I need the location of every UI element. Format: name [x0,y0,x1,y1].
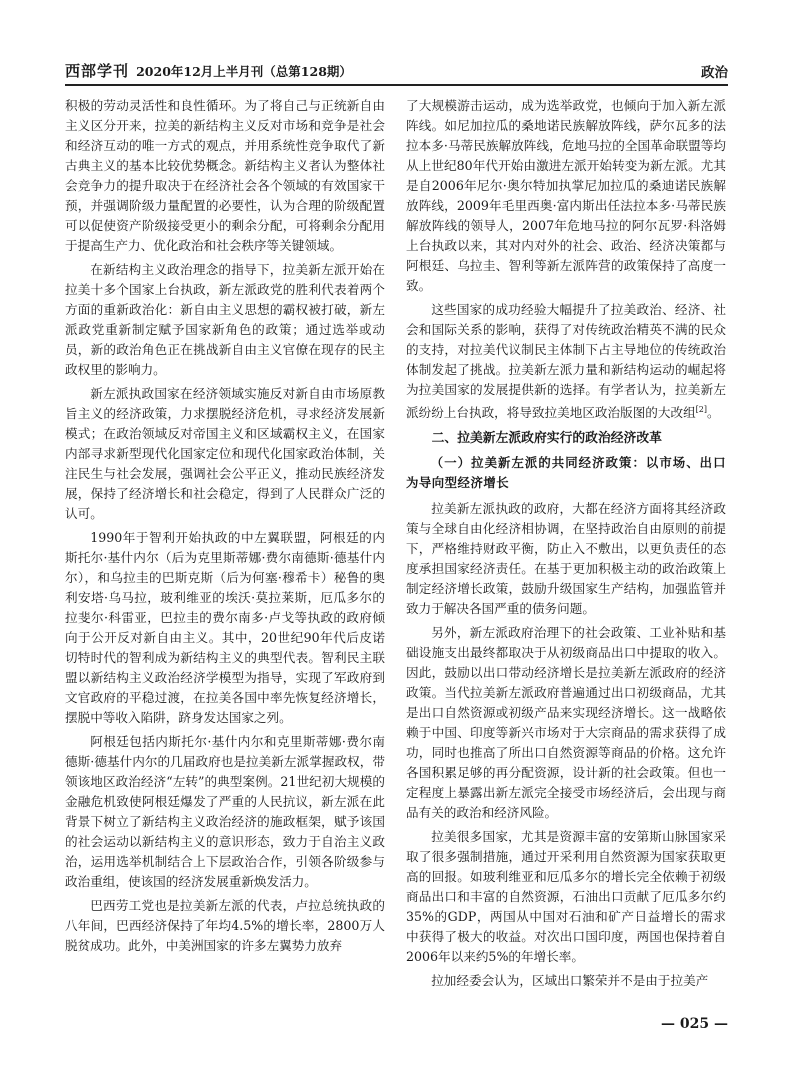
paragraph: 拉美很多国家，尤其是资源丰富的安第斯山脉国家采取了很多强制措施，通过开采利用自然资源为国家获取更高的回报。如玻利维亚和厄瓜多尔的增长完全依赖于初级商品出口和丰富的自然资源，石油出口贡献了厄瓜多尔约35%的GDP，两国从中国对石油和矿产日益增长的需求中获得了极大的收益。对次出口国印度，两国也保持着自2006年以来约5%的年增长率。 [406,829,726,965]
issue-info: 2020年12月上半月刊（总第128期） [136,64,352,79]
section-heading: 二、拉美新左派政府实行的政治经济改革 [431,431,662,447]
left-column [65,96,385,960]
paragraph: 积极的劳动灵活性和良性循环。为了将自己与正统新自由主义区分开来，拉美的新结构主义反对市场和竞争是社会和经济互动的唯一方式的观点，并用系统性竞争取代了新古典主义的基本比较优势概念。新结构主义者认为整体社会竞争力的提升取决于在经济社会各个领域的有效国家干预，并强调阶级力量配置的必要性，认为合理的阶级配置可以促使资产阶级接受更小的剩余分配，可将剩余分配用于提高生产力、优化政治和社会秩序等关键领域。 [65,98,385,253]
right-column [406,96,726,995]
paragraph: 拉加经委会认为，区域出口繁荣并不是由于拉美产 [431,973,709,989]
page-header [65,60,728,86]
page-number: — 025 — [661,1016,728,1032]
paragraph: 了大规模游击运动，成为选举政党，也倾向于加入新左派阵线。如尼加拉瓜的桑地诺民族解放阵线，萨尔瓦多的法拉本多·马蒂民族解放阵线，危地马拉的全国革命联盟等均从上世纪80年代开始由激进左派开始转变为新左派。尤其是自2006年尼尔·奥尔特加执掌尼加拉瓜的桑迪诺民族解放阵线，2009年毛里西奥·富内斯出任法拉本多·马蒂民族解放阵线的领导人，2007年危地马拉的阿尔瓦罗·科洛姆上台执政以来，其对内对外的社会、政治、经济决策都与阿根廷、乌拉圭、智利等新左派阵营的政策保持了高度一致。 [406,98,726,293]
journal-title: 西部学刊 [65,62,130,80]
paragraph [406,300,726,423]
paragraph-text: 这些国家的成功经验大幅提升了拉美政治、经济、社会和国际关系的影响，获得了对传统政治精英不满的民众的支持，对拉美代议制民主体制下占主导地位的传统政治体制发起了挑战。拉美新左派力量和新结构运动的崛起将为拉美国家的发展提供新的选择。有学者认为，拉美新左派纷纷上台执政，将导致拉美地区政治版图的大改组 [406,302,726,421]
paragraph-end: 。 [707,405,720,421]
paragraph: 1990年于智利开始执政的中左翼联盟，阿根廷的内斯托尔·基什内尔（后为克里斯蒂娜·费尔南德斯·德基什内尔），和乌拉圭的巴斯克斯（后为何塞·穆希卡）秘鲁的奥利安塔·乌马拉，玻利维亚的埃沃·莫拉莱斯，厄瓜多尔的拉斐尔·科雷亚，巴拉圭的费尔南多·卢戈等执政的政府倾向于公开反对新自由主义。其中，20世纪90年代后皮诺切特时代的智利成为新结构主义的典型代表。智利民主联盟以新结构主义政治经济学模型为指导，实现了军政府到文官政府的平稳过渡，在拉美各国中率先恢复经济增长，摆脱中等收入陷阱，跻身发达国家之列。 [65,530,385,725]
subsection-heading: （一）拉美新左派的共同经济政策：以市场、出口为导向型经济增长 [406,455,726,491]
paragraph: 拉美新左派执政的政府，大都在经济方面将其经济政策与全球自由化经济相协调，在坚持政治自由原则的前提下，严格维持财政平衡，防止入不敷出，以更负责任的态度承担国家经济责任。在基于更加积极主动的政治政策上制定经济增长政策，鼓励升级国家生产结构，加强监管并致力于解决各国严重的债务问题。 [406,501,726,617]
section-label: 政治 [701,65,728,81]
paragraph: 阿根廷包括内斯托尔·基什内尔和克里斯蒂娜·费尔南德斯·德基什内尔的几届政府也是拉美新左派掌握政权，带领该地区政治经济“左转”的典型案例。21世纪初大规模的金融危机致使阿根廷爆发了严重的人民抗议，新左派在此背景下树立了新结构主义政治经济的施政框架，赋予该国的社会运动以新结构主义的意识形态，致力于自治主义政治，运用选举机制结合上下层政治合作，引领各阶级参与政治重组，使该国的经济发展重新焕发活力。 [65,734,385,889]
paragraph: 新左派执政国家在经济领域实施反对新自由市场原教旨主义的经济政策，力求摆脱经济危机，寻求经济发展新模式；在政治领域反对帝国主义和区域霸权主义，在国家内部寻求新型现代化国家定位和现代化国家政治体制，关注民生与社会发展，强调社会公平正义，推动民族经济发展，保持了经济增长和社会稳定，得到了人民群众广泛的认可。 [65,386,385,521]
reference-mark: [2] [695,405,707,414]
header-left [65,60,352,81]
paragraph: 巴西劳工党也是拉美新左派的代表，卢拉总统执政的八年间，巴西经济保持了年均4.5%的增长率，2800万人脱贫成功。此外，中美洲国家的许多左翼势力放弃 [65,898,385,953]
paragraph: 在新结构主义政治理念的指导下，拉美新左派开始在拉美十多个国家上台执政，新左派政党的胜利代表着两个方面的重新政治化：新自由主义思想的霸权被打破，新左派政党重新制定赋予国家新角色的政策；通过选举或动员，新的政治角色正在挑战新自由主义官僚在现存的民主政权里的影响力。 [65,262,385,377]
paragraph: 另外，新左派政府治理下的社会政策、工业补贴和基础设施支出最终都取决于从初级商品出口中提取的收入。因此，鼓励以出口带动经济增长是拉美新左派政府的经济政策。当代拉美新左派政府普遍通过出口初级商品，尤其是出口自然资源或初级产品来实现经济增长。这一战略依赖于中国、印度等新兴市场对于大宗商品的需求获得了成功，同时也推高了所出口自然资源等商品的价格。这允许各国积累足够的再分配资源，设计新的社会政策。但也一定程度上暴露出新左派完全接受市场经济后，会出现与商品有关的政治和经济风险。 [406,625,726,821]
